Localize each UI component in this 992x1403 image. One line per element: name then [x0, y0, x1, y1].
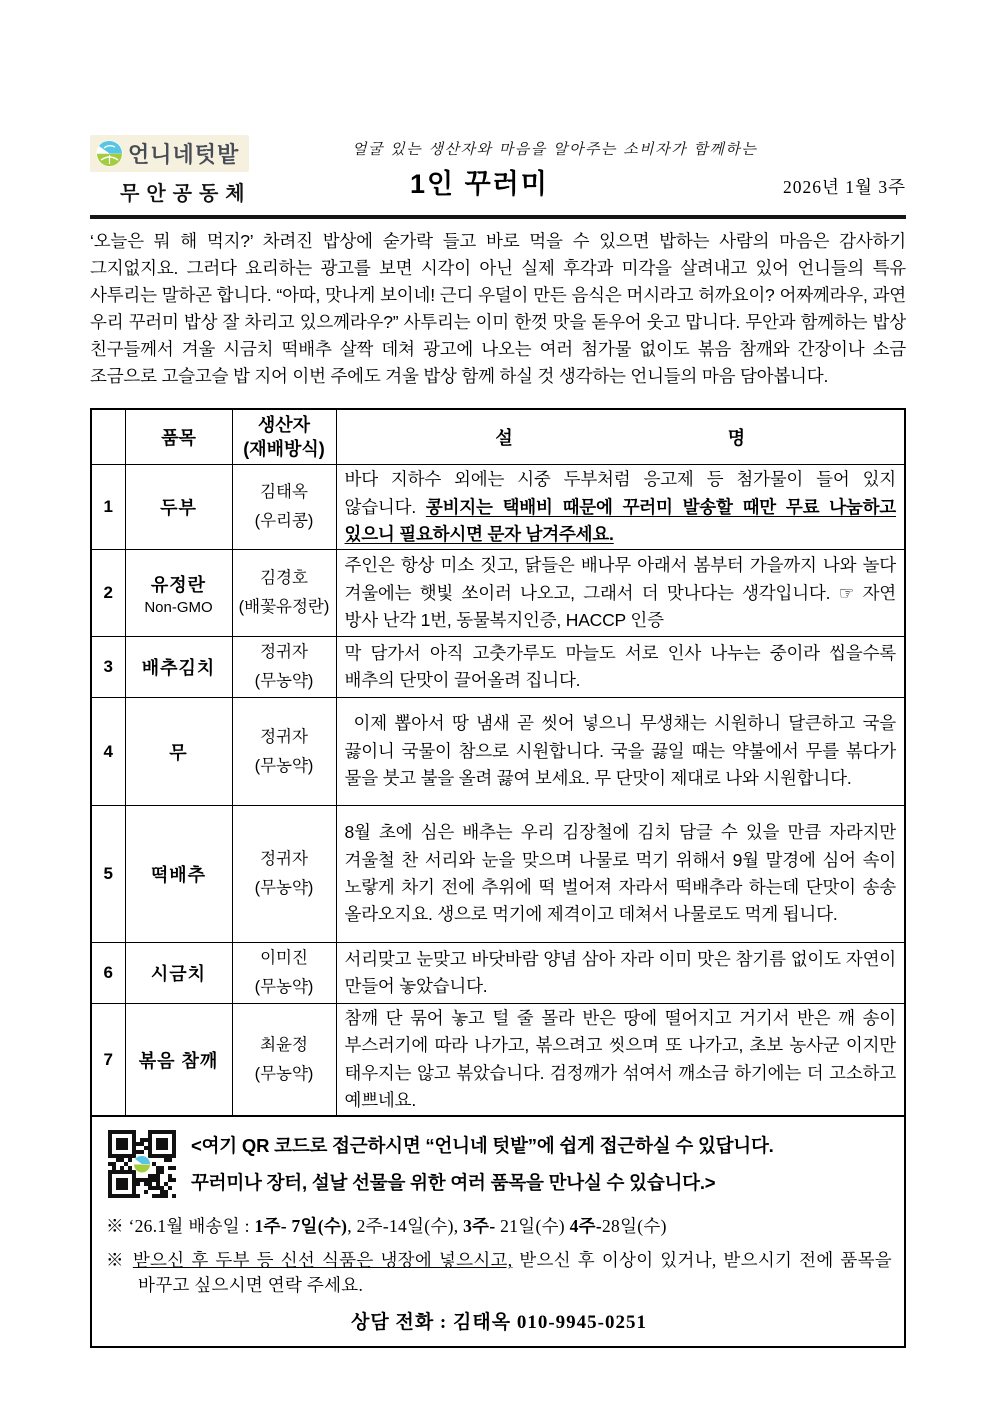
row-number: 1: [91, 465, 125, 550]
delivery-label: ‘26.1월 배송일 :: [128, 1216, 255, 1237]
col-item-header: 품목: [125, 409, 232, 465]
producer-cell: [232, 1003, 336, 1116]
description-emphasis: 콩비지는 택배비 때문에 꾸러미 발송할 때만 무료 나눔하고 있으니 필요하시면 문자 남겨주세요.: [344, 496, 896, 544]
product-table: [90, 408, 906, 1118]
producer-cell: [232, 465, 336, 550]
item-name: [125, 550, 232, 637]
delivery-week3-label: 3주-: [463, 1216, 496, 1237]
reference-mark: ※: [106, 1216, 129, 1237]
table-row-spinach: [91, 943, 905, 1004]
col-desc-header: [336, 409, 905, 465]
producer-name: 김태옥: [260, 483, 308, 502]
qr-caption: [191, 1127, 774, 1201]
storage-notice: [106, 1248, 892, 1298]
table-row-tofu: [91, 465, 905, 550]
storage-notice-rest: 받으신 후 이상이 있거나, 받으시기 전에 품목을 바꾸고 싶으시면 연락 주세요.: [138, 1250, 892, 1296]
item-description: [336, 465, 905, 550]
producer-name: 정귀자: [260, 727, 308, 746]
delivery-week4-label: 4주-: [569, 1216, 602, 1237]
item-name: 볶음 참깨: [125, 1003, 232, 1116]
table-header-row: [91, 409, 905, 465]
description-text: 막 담가서 아직 고춧가루도 마늘도 서로 인사 나누는 중이라 씹을수록 배추의 단맛이 끌어올려 집니다.: [344, 642, 896, 691]
item-name: 두부: [125, 465, 232, 550]
delivery-schedule: [106, 1214, 892, 1239]
qr-caption-line2: 꾸러미나 장터, 설날 선물을 위한 여러 품목을 만나실 수 있습니다.>: [191, 1172, 716, 1194]
contact-phone: 상담 전화 : 김태옥 010-9945-0251: [351, 1312, 647, 1334]
description-text: 이제 뽑아서 땅 냄새 곧 씻어 넣으니 무생채는 시원하니 달큰하고 국을 끓이니 국물이 참으로 시원합니다. 국을 끓일 때는 약불에서 무를 볶다가 물을 붓고 불을 올려 끓여 보세요. 무 단맛이 제대로 나와 시원합니다.: [344, 713, 896, 789]
row-number: 3: [91, 637, 125, 698]
producer-name: 정귀자: [260, 850, 308, 869]
title-row: [352, 162, 906, 201]
storage-notice-underlined: 받으신 후 두부 등 신선 식품은 냉장에 넣으시고,: [132, 1250, 513, 1271]
description-text: 바다 지하수 외에는 시중 두부처럼 응고제 등 첨가물이 들어 있지 않습니다.: [344, 469, 896, 517]
delivery-week1: 1주- 7일(수): [254, 1216, 348, 1237]
producer-name: 최윤정: [260, 1035, 308, 1054]
row-number: 7: [91, 1003, 125, 1116]
page-title: 1인 꾸러미: [410, 169, 549, 199]
producer-cell: [232, 637, 336, 698]
description-text: 주인은 항상 미소 짓고, 닭들은 배나무 아래서 봄부터 가을까지 나와 놀다 겨울에는 햇빛 쏘이러 나오고, 그래서 더 맛나다는 생각입니다. ☞ 자연 방사 난각 1번, 동물복지인증, HACCP 인증: [344, 555, 896, 631]
row-number: 2: [91, 550, 125, 637]
footer-box: [90, 1117, 906, 1348]
logo-subtitle: 무안공동체: [120, 183, 252, 205]
item-description: [336, 806, 905, 943]
producer-cell: [232, 806, 336, 943]
item-name: 시금치: [125, 943, 232, 1004]
cultivation-method: (무농약): [254, 879, 314, 898]
item-description: [336, 698, 905, 806]
header-divider: [90, 215, 906, 219]
logo-block: [90, 135, 280, 206]
item-name: 무: [125, 698, 232, 806]
logo-title: 언니네텃밭: [128, 142, 240, 167]
producer-name: 정귀자: [260, 643, 308, 662]
cultivation-method: (무농약): [254, 672, 314, 691]
producer-name: 이미진: [260, 949, 308, 968]
description-text: 서리맞고 눈맞고 바닷바람 양념 삼아 자라 이미 맛은 참기름 없이도 자연이 만들어 놓았습니다.: [344, 948, 896, 996]
cultivation-method: (무농약): [254, 1064, 314, 1083]
header: [90, 135, 906, 206]
intro-paragraph: ‘오늘은 뭐 해 먹지?’ 차려진 밥상에 숟가락 들고 바로 먹을 수 있으면 밥하는 사람의 마음은 감사하기 그지없지요. 그러다 요리하는 광고를 보면 시각이 아닌 실제 후각과 미각을 살려내고 있어 언니들의 특유 사투리는 말하곤 합니다. “아따, 맛나게 보이네! 근디 우덜이 만든 음식은 머시라고 허까요이? 어짜께라우, 과연 우리 꾸러미 밥상 잘 차리고 있으께라우?” 사투리는 이미 한껏 맛을 돋우어 웃고 맙니다. 무안과 함께하는 밥상 친구들께서 겨울 시금치 떡배추 살짝 데쳐 광고에 나오는 여러 첨가물 없이도 볶음 참깨와 간장이나 소금 조금으로 고슬고슬 밥 지어 이번 주에도 겨울 밥상 함께 하실 것 생각하는 언니들의 마음 담아봅니다.: [90, 231, 906, 386]
delivery-week2: , 2주-14일(수),: [347, 1216, 464, 1237]
cultivation-method: (무농약): [254, 756, 314, 775]
table-row-cabbage: [91, 806, 905, 943]
qr-section: [106, 1122, 892, 1205]
row-number: 6: [91, 943, 125, 1004]
item-name: 떡배추: [125, 806, 232, 943]
table-row-sesame: [91, 1003, 905, 1116]
cultivation-method: (우리콩): [254, 512, 314, 531]
qr-code: [106, 1130, 178, 1198]
qr-caption-line1: <여기 QR 코드로 접근하시면 “언니네 텃밭”에 쉽게 접근하실 수 있답니다.: [191, 1135, 774, 1157]
producer-cell: [232, 943, 336, 1004]
desc-header-right: 명: [727, 427, 746, 448]
cultivation-method: (무농약): [254, 977, 314, 996]
reference-mark: ※: [106, 1250, 133, 1271]
header-right: [280, 135, 906, 201]
item-name-main: 유정란: [150, 574, 207, 595]
row-number: 4: [91, 698, 125, 806]
col-producer-header: [232, 409, 336, 465]
row-number: 5: [91, 806, 125, 943]
item-description: [336, 943, 905, 1004]
col-no-header: [91, 409, 125, 465]
producer-cell: [232, 550, 336, 637]
producer-name: 김경호: [260, 569, 308, 588]
table-row-kimchi: [91, 637, 905, 698]
item-name: 배추김치: [125, 637, 232, 698]
producer-header-line1: 생산자: [257, 414, 311, 435]
producer-header-line2: (재배방식): [243, 438, 325, 459]
producer-cell: [232, 698, 336, 806]
cultivation-method: (배꽃유정란): [238, 598, 330, 617]
coop-leaf-icon: [96, 140, 123, 167]
item-description: [336, 637, 905, 698]
desc-header-left: 설: [495, 427, 513, 448]
item-name-sub: Non-GMO: [144, 598, 213, 616]
slogan: 얼굴 있는 생산자와 마음을 알아주는 소비자가 함께하는: [352, 140, 758, 158]
item-description: [336, 1003, 905, 1116]
delivery-week3-date: 21일(수): [495, 1216, 570, 1237]
table-row-eggs: [91, 550, 905, 637]
delivery-week4-date: 28일(수): [602, 1216, 667, 1237]
description-text: 8월 초에 심은 배추는 우리 김장철에 김치 담글 수 있을 만큼 자라지만 겨울철 찬 서리와 눈을 맞으며 나물로 먹기 위해서 9월 말경에 심어 속이 노랗게 차기 전에 추위에 떡 벌어져 자라서 떡배추라 하는데 단맛이 송송 올라오지요. 생으로 먹기에 제격이고 데쳐서 나물로도 먹게 됩니다.: [344, 822, 896, 925]
logo: [90, 135, 249, 172]
newsletter-page: [90, 135, 906, 1348]
issue-date: 2026년 1월 3주: [783, 177, 906, 197]
item-description: [336, 550, 905, 637]
table-row-radish: [91, 698, 905, 806]
description-text: 참깨 단 묶어 놓고 털 줄 몰라 반은 땅에 떨어지고 거기서 반은 깨 송이 부스러기에 따라 나가고, 볶으려고 씻으며 또 나가고, 초보 농사군 이지만 태우지는 않고 볶았습니다. 검정깨가 섞여서 깨소금 하기에는 더 고소하고 예쁘네요.: [344, 1007, 896, 1111]
